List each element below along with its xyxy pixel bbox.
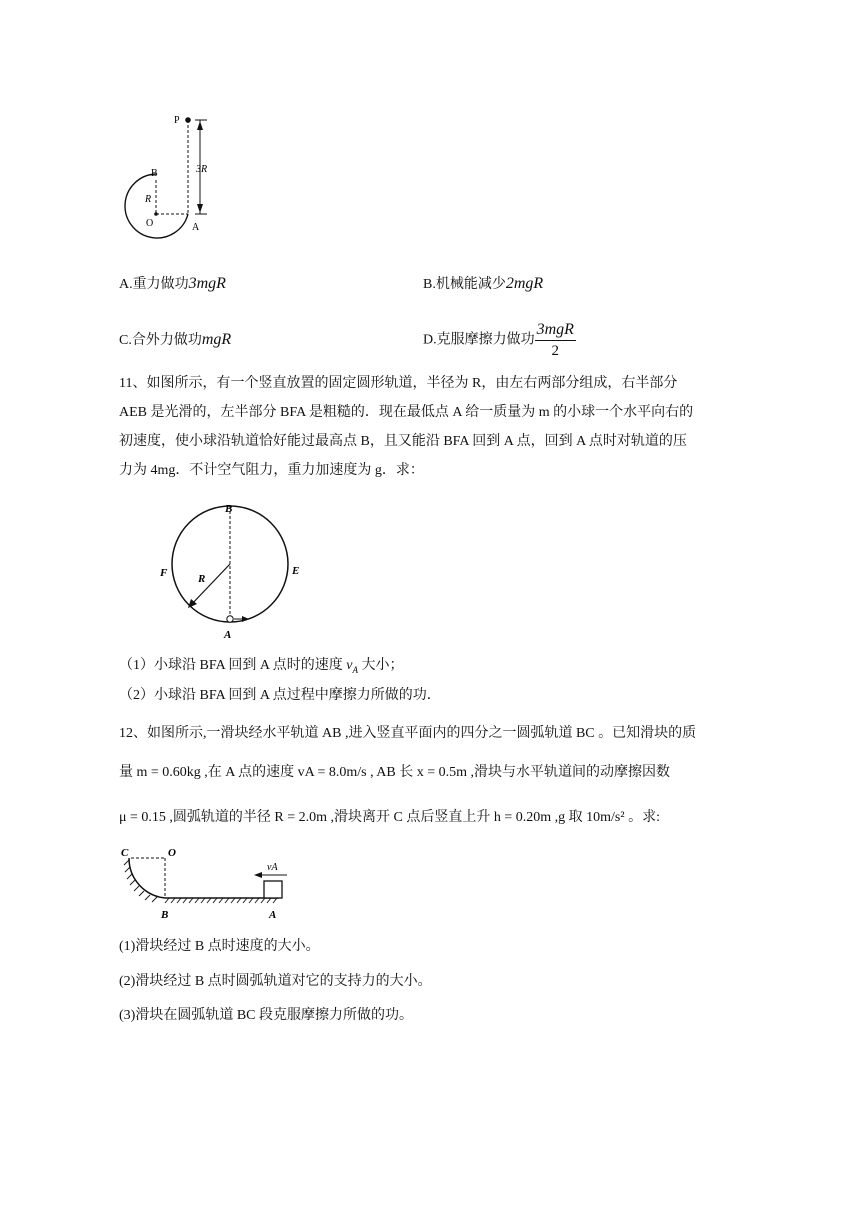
q12-sub-3: (3)滑块在圆弧轨道 BC 段克服摩擦力所做的功。	[119, 1008, 413, 1023]
q11-line-2: AEB 是光滑的，左半部分 BFA 是粗糙的．现在最低点 A 给一质量为 m 的小球一个水平向右的	[119, 405, 694, 420]
q12-line-1: 12、如图所示,一滑块经水平轨道 AB ,进入竖直平面内的四分之一圆弧轨道 BC 。已知滑块的质	[119, 726, 697, 741]
q11-line-1: 11、如图所示，有一个竖直放置的固定圆形轨道，半径为 R，由左右两部分组成，右半部分	[119, 376, 678, 391]
slider-block	[264, 881, 282, 898]
q12-sub-1: (1)滑块经过 B 点时速度的大小。	[119, 939, 320, 954]
q11-stem	[119, 369, 739, 485]
label-r: R	[198, 573, 206, 585]
track-arc	[125, 174, 188, 238]
point-o	[154, 212, 158, 216]
ball	[227, 616, 233, 622]
label-3r: 3R	[196, 164, 208, 175]
q11-sub-2: （2）小球沿 BFA 回到 A 点过程中摩擦力所做的功．	[119, 688, 441, 703]
label-f: F	[160, 567, 168, 579]
option-c-math: mgR	[201, 331, 232, 348]
q12-line-3: μ = 0.15 ,圆弧轨道的半径 R = 2.0m ,滑块离开 C 点后竖直上升 h = 0.20m ,g 取 10m/s² 。求:	[119, 810, 660, 825]
label-b: B	[225, 503, 233, 515]
q12-line-2: 量 m = 0.60kg ,在 A 点的速度 vA = 8.0m/s , AB 长 x = 0.5m ,滑块与水平轨道间的动摩擦因数	[119, 765, 671, 780]
label-b: B	[151, 168, 158, 179]
label-va: vA	[267, 862, 278, 873]
label-o: O	[168, 847, 176, 859]
option-d: D.克服摩擦力做功 $\frac{\text{3mgR}}{2}$	[423, 321, 574, 359]
label-b: B	[161, 909, 169, 921]
q11-line-4: 力为 4mg．不计空气阻力，重力加速度为 g．求：	[119, 463, 424, 478]
radius-line	[190, 564, 230, 606]
option-c: C.合外力做功mgR	[119, 331, 232, 348]
option-b: B.机械能减少2mgR	[423, 275, 544, 292]
q12-sub-2: (2)滑块经过 B 点时圆弧轨道对它的支持力的大小。	[119, 974, 432, 989]
option-a-math: 3mgR	[188, 275, 226, 292]
figure-quarter-arc-track	[119, 846, 299, 926]
option-a: A.重力做功3mgR	[119, 275, 226, 292]
label-c: C	[121, 847, 129, 859]
point-p	[185, 117, 191, 123]
option-b-math: 2mgR	[505, 275, 544, 292]
q11-sub-1: （1）小球沿 BFA 回到 A 点时的速度 $v_A$ 大小；	[119, 658, 404, 675]
label-o: O	[146, 218, 154, 229]
label-a: A	[192, 222, 200, 233]
label-a: A	[224, 629, 232, 641]
figure-circle-track	[154, 498, 310, 642]
label-a: A	[269, 909, 277, 921]
label-p: P	[174, 115, 180, 126]
figure-semicircle-track	[110, 108, 230, 240]
q11-line-3: 初速度，使小球沿轨道恰好能过最高点 B，且又能沿 BFA 回到 A 点，回到 A 点时对轨道的压	[119, 434, 687, 449]
label-r: R	[145, 194, 152, 205]
option-d-fraction: $\frac{\text{3mgR}}{2}$	[536, 321, 574, 359]
quarter-arc	[129, 858, 165, 898]
label-e: E	[292, 565, 300, 577]
